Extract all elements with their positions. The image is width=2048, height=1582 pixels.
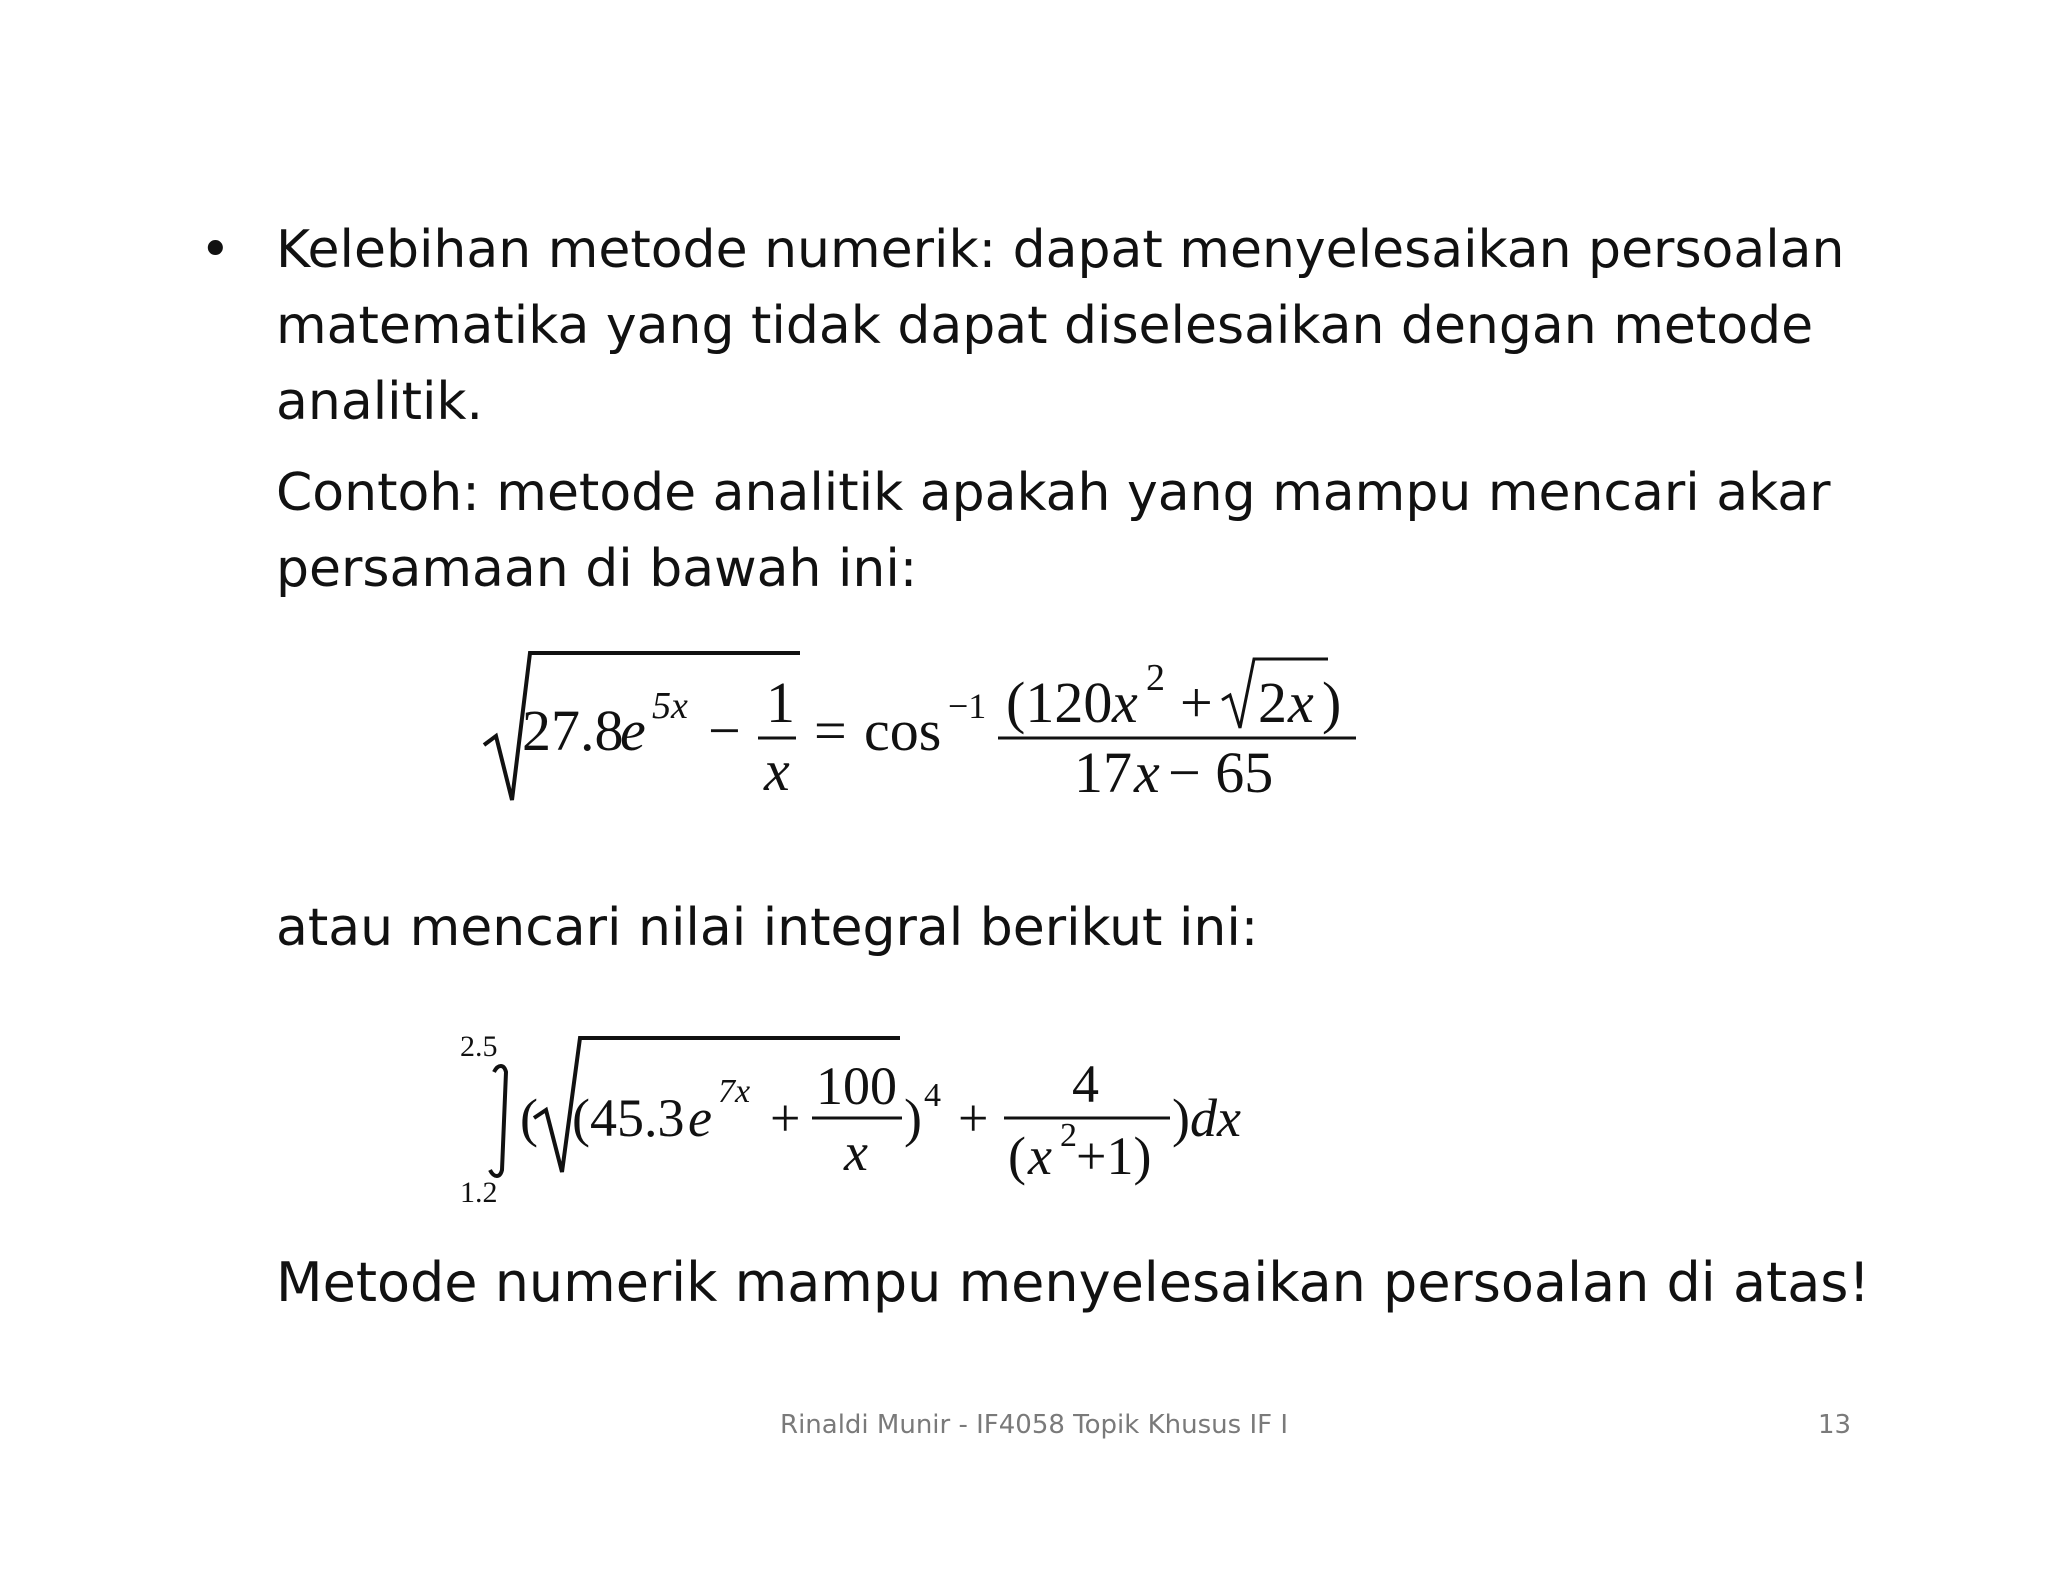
eq1-rhs-num-left: (120	[1006, 670, 1113, 735]
eq1-rhs-num-plus: +	[1180, 670, 1213, 735]
eq2-tail-close: )	[1172, 1088, 1190, 1148]
eq2-upper-limit: 2.5	[460, 1030, 498, 1063]
eq1-coef: 27.8	[522, 698, 624, 763]
page-number: 13	[1818, 1410, 1852, 1440]
eq1-cos: cos	[864, 698, 942, 763]
eq1-exp: 5x	[652, 685, 688, 727]
bullet-marker: •	[200, 220, 231, 280]
paragraph-integral-intro: atau mencari nilai integral berikut ini:	[276, 898, 1259, 958]
eq1-minus: −	[708, 698, 741, 763]
eq2-frac2-den-open: (	[1008, 1126, 1026, 1186]
eq2-frac2-den-rest: +1)	[1076, 1126, 1152, 1186]
eq2-e: e	[688, 1088, 712, 1148]
eq2-frac2-num: 4	[1072, 1054, 1099, 1114]
eq1-rhs-num-rad: 2	[1258, 670, 1287, 735]
eq2-exp: 7x	[718, 1073, 751, 1110]
footer-author: Rinaldi Munir - IF4058 Topik Khusus IF I	[780, 1410, 1289, 1440]
eq2-frac2-den-sq: 2	[1060, 1117, 1077, 1154]
paragraph1-line3: analitik.	[276, 372, 484, 432]
eq1-e: e	[620, 698, 646, 763]
eq2-open: (	[520, 1088, 538, 1148]
paragraph2-line1: Contoh: metode analitik apakah yang mampu mencari akar	[276, 463, 1831, 523]
eq2-inner-open: (45.3	[572, 1088, 685, 1148]
eq2-dx: dx	[1190, 1088, 1241, 1148]
eq2-frac1-den: x	[844, 1122, 868, 1182]
eq1-frac-den: x	[764, 738, 790, 803]
paragraph1-line2: matematika yang tidak dapat diselesaikan dengan metode	[276, 296, 1814, 356]
paragraph2-line2: persamaan di bawah ini:	[276, 539, 918, 599]
eq1-frac-num: 1	[766, 670, 795, 735]
eq2-pow: 4	[924, 1077, 941, 1114]
eq1-rhs-num-radx: x	[1288, 670, 1314, 735]
eq1-rhs-den-x: x	[1134, 740, 1160, 805]
eq1-rhs-den-b: − 65	[1168, 740, 1274, 805]
conclusion-text: Metode numerik mampu menyelesaikan persoalan di atas!	[276, 1251, 1871, 1314]
eq1-cos-exp: −1	[948, 686, 987, 726]
eq2-plus: +	[770, 1088, 801, 1148]
equation-integral	[456, 1020, 1316, 1225]
eq1-rhs-num-close: )	[1322, 670, 1342, 735]
equation-root-finding	[470, 640, 1390, 825]
eq1-rhs-num-x: x	[1112, 670, 1138, 735]
eq2-close-pow: )	[904, 1088, 922, 1148]
eq2-lower-limit: 1.2	[460, 1176, 498, 1209]
eq2-frac1-num: 100	[816, 1056, 897, 1116]
eq1-rhs-num-sq: 2	[1146, 657, 1165, 699]
eq2-frac2-den-x: x	[1028, 1126, 1052, 1186]
eq1-equals: =	[814, 698, 847, 763]
eq1-rhs-den-a: 17	[1074, 740, 1132, 805]
eq2-plus2: +	[958, 1088, 989, 1148]
paragraph1-line1: Kelebihan metode numerik: dapat menyelesaikan persoalan	[276, 220, 1845, 280]
